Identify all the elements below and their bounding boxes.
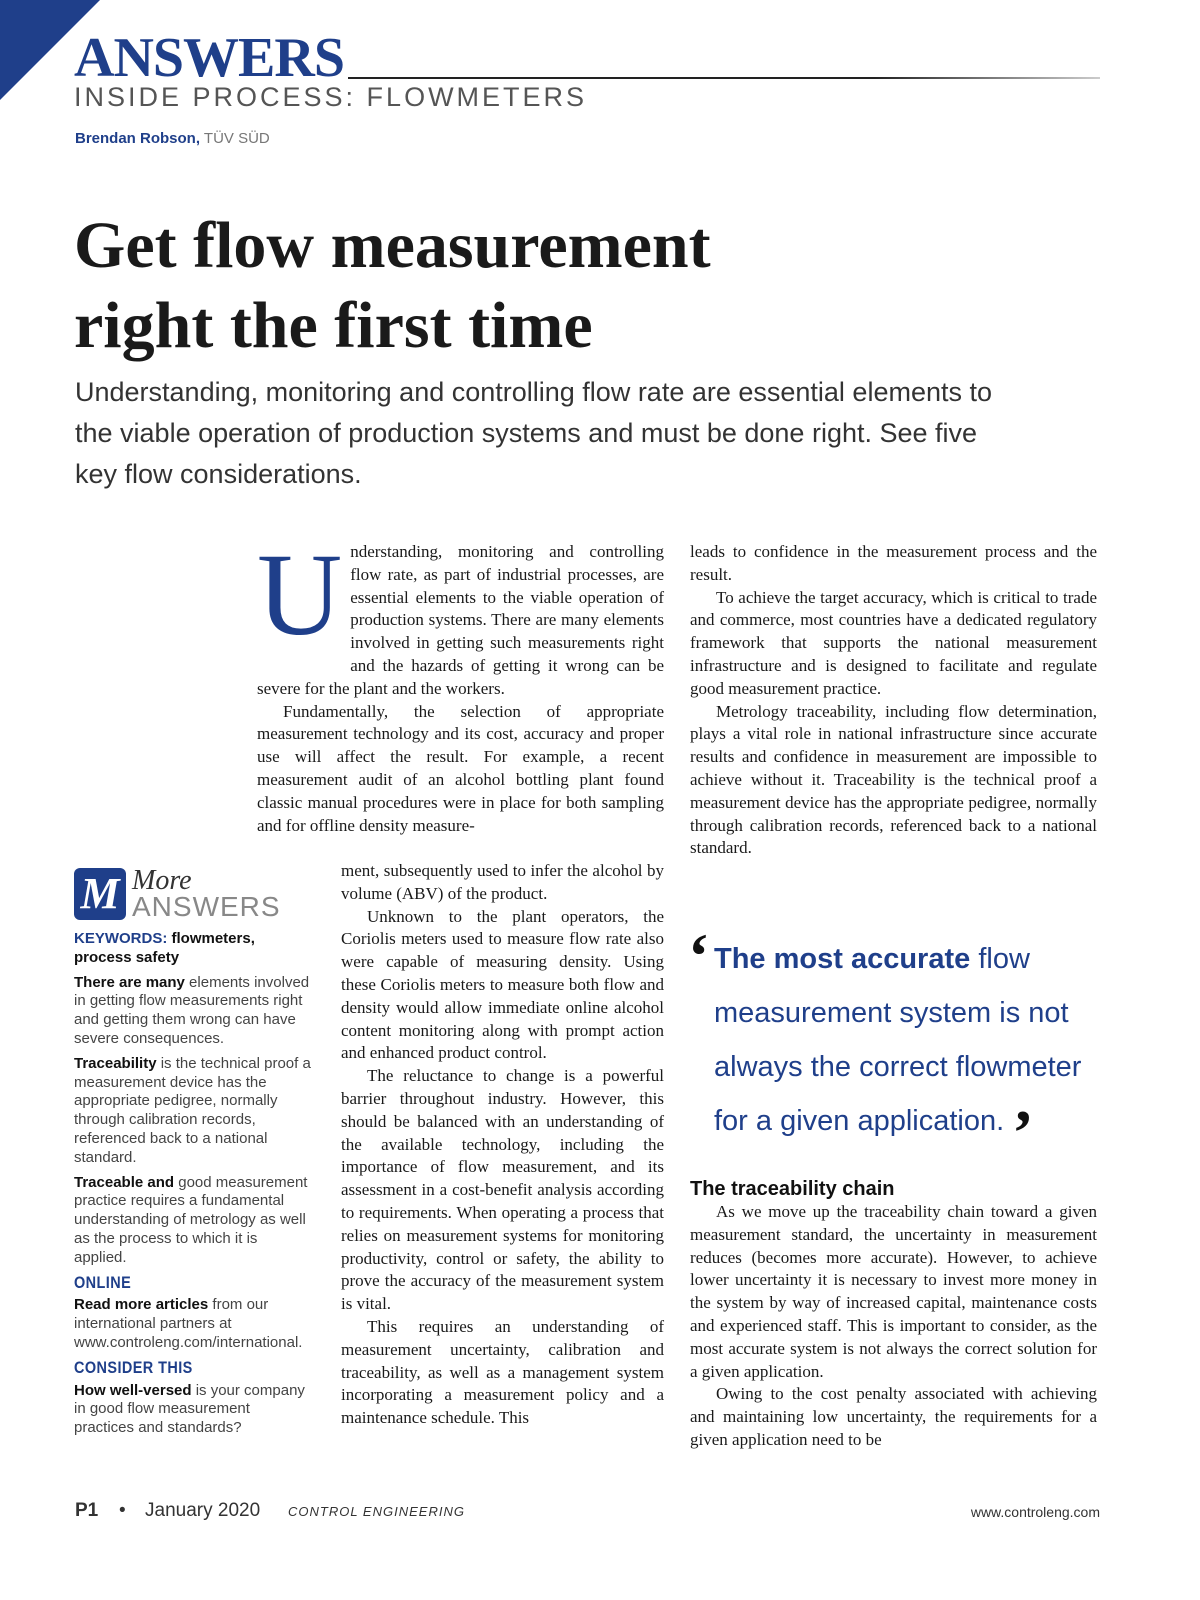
sidebar-point-lead: Traceable and xyxy=(74,1173,175,1191)
byline xyxy=(75,131,270,146)
article-title xyxy=(74,206,974,366)
section-heading: The traceability chain xyxy=(690,1178,895,1200)
close-quote-icon: ’ xyxy=(1012,1097,1034,1168)
online-lead: Read more articles xyxy=(74,1296,209,1314)
body-paragraph: To achieve the target accuracy, which is critical to trade and commerce, most countries have a dedicated regulatory framework that supports the national measurement infrastructure and is designed to facilitate and regulate good measurement practice. xyxy=(690,587,1097,698)
consider-heading: CONSIDER THIS xyxy=(74,1357,193,1377)
online-link-text[interactable]: from our international partners at www.controleng.com/international. xyxy=(74,1296,303,1351)
column-3-upper xyxy=(690,541,1097,860)
column-3-lower xyxy=(690,1201,1097,1452)
pull-quote-emphasis: The most accurate xyxy=(714,943,971,975)
pull-quote-rest: flow measurement system is not always the correct flowmeter for a given application. xyxy=(714,943,1082,1137)
open-quote-icon: ‘ xyxy=(688,920,710,991)
sidebar-point-text: good measurement practice requires a fundamental understanding of metrology as well as the process to which it is applied. xyxy=(74,1173,308,1266)
site-url[interactable]: www.controleng.com xyxy=(970,1504,1100,1520)
title-line-1: Get flow measurement xyxy=(74,209,711,282)
body-paragraph: leads to confidence in the measurement process and the result. xyxy=(690,542,1097,584)
section-subtitle: INSIDE PROCESS: FLOWMETERS xyxy=(74,82,588,112)
sidebar-point xyxy=(74,974,314,1049)
author-org: TÜV SÜD xyxy=(203,130,270,147)
pull-quote xyxy=(688,920,1110,1168)
more-answers-sidebar xyxy=(74,866,314,1444)
article-deck: Understanding, monitoring and controlling flow rate are essential elements to the viable operation of production systems and must be done right. See five key flow considerations. xyxy=(75,377,993,489)
consider-rest: is your company in good flow measurement practices and standards? xyxy=(74,1381,305,1437)
consider-lead: How well-versed xyxy=(74,1381,192,1399)
sidebar-point-text: is the technical proof a measurement device has the appropriate pedigree, normally through calibration records, referenced back to a national standard. xyxy=(74,1054,311,1166)
consider-text xyxy=(74,1382,314,1438)
sidebar-point-lead: There are many xyxy=(74,973,185,991)
drop-cap: U xyxy=(257,529,343,660)
m-logo-icon: M xyxy=(74,868,126,920)
body-paragraph: Unknown to the plant operators, the Coriolis meters used to measure flow rate also were capable of measuring density. Using these Coriolis meters to measure both flow and density would allow immediate online alcohol content monitoring along with prompt action and enhanced product control. xyxy=(341,906,664,1063)
author-name: Brendan Robson, xyxy=(75,130,201,147)
sidebar-point-text: elements involved in getting flow measurements right and getting them wrong can have severe consequences. xyxy=(74,973,310,1047)
footer-bullet: • xyxy=(119,1500,126,1521)
pull-quote-text xyxy=(690,932,1110,1168)
keywords xyxy=(74,930,314,968)
logo-answers: ANSWERS xyxy=(132,891,281,922)
page-footer xyxy=(75,1500,1100,1524)
body-paragraph: The reluctance to change is a powerful barrier throughout industry. However, this should be balanced with an understanding of the available technology, including the importance of flow measurement, and its assessment in a cost-benefit analysis according to requirements. When operating a process that relies on measurement systems for monitoring productivity, control or safety, the ability to prove the accuracy of the measurement system is vital. xyxy=(341,1066,664,1314)
body-paragraph: ment, subsequently used to infer the alcohol by volume (ABV) of the product. xyxy=(341,861,664,903)
more-answers-wordmark xyxy=(132,867,281,921)
logo-more: More xyxy=(132,865,192,896)
issue-date: January 2020 xyxy=(145,1500,261,1521)
page-number: P1 xyxy=(75,1500,99,1521)
keywords-list: flowmeters, process safety xyxy=(74,930,255,966)
more-answers-logo xyxy=(74,866,314,922)
body-paragraph: Owing to the cost penalty associated with achieving and maintaining low uncertainty, the requirements for a given application need to be xyxy=(690,1384,1097,1449)
keywords-label: KEYWORDS: xyxy=(74,930,168,947)
body-paragraph: Fundamentally, the selection of appropriate measurement technology and its cost, accuracy and proper use will affect the result. For example, a recent measurement audit of an alcohol bottling plant found classic manual procedures were in place for both sampling and for offline density measure- xyxy=(257,701,664,835)
body-paragraph: This requires an understanding of measurement uncertainty, calibration and traceability, as well as a management system incorporating a measurement policy and a maintenance schedule. This xyxy=(341,1316,664,1428)
magazine-name: CONTROL ENGINEERING xyxy=(288,1504,465,1519)
sidebar-point xyxy=(74,1174,314,1268)
sidebar-point-lead: Traceability xyxy=(74,1054,157,1072)
body-paragraph: nderstanding, monitoring and controlling flow rate, as part of industrial processes, are essential elements to the viable operation of production systems. There are many elements involved in getting such measurements right and the hazards of getting it wrong can be severe for the plant and the workers. xyxy=(257,542,664,698)
sidebar-point xyxy=(74,1055,314,1168)
header-rule xyxy=(348,77,1100,79)
online-text[interactable] xyxy=(74,1296,314,1352)
column-2 xyxy=(341,860,664,1430)
body-paragraph: As we move up the traceability chain toward a given measurement standard, the uncertainty in measurement reduces (becomes more accurate). However, to achieve lower uncertainty it is necessary to invest more money in the system by way of increased capital, maintenance costs and experienced staff. This is important to consider, as the most accurate system is not always the correct solution for a given application. xyxy=(690,1202,1097,1381)
body-paragraph: Metrology traceability, including flow determination, plays a vital role in national infrastructure since accurate results and confidence in measurement are impossible to achieve without it. Traceability is the technical proof a measurement device has the appropriate pedigree, normally through calibration records, referenced back to a national standard. xyxy=(690,701,1097,858)
online-heading: ONLINE xyxy=(74,1272,132,1292)
section-label: ANSWERS xyxy=(74,27,344,89)
column-1 xyxy=(257,529,664,837)
title-line-2: right the first time xyxy=(74,289,593,362)
